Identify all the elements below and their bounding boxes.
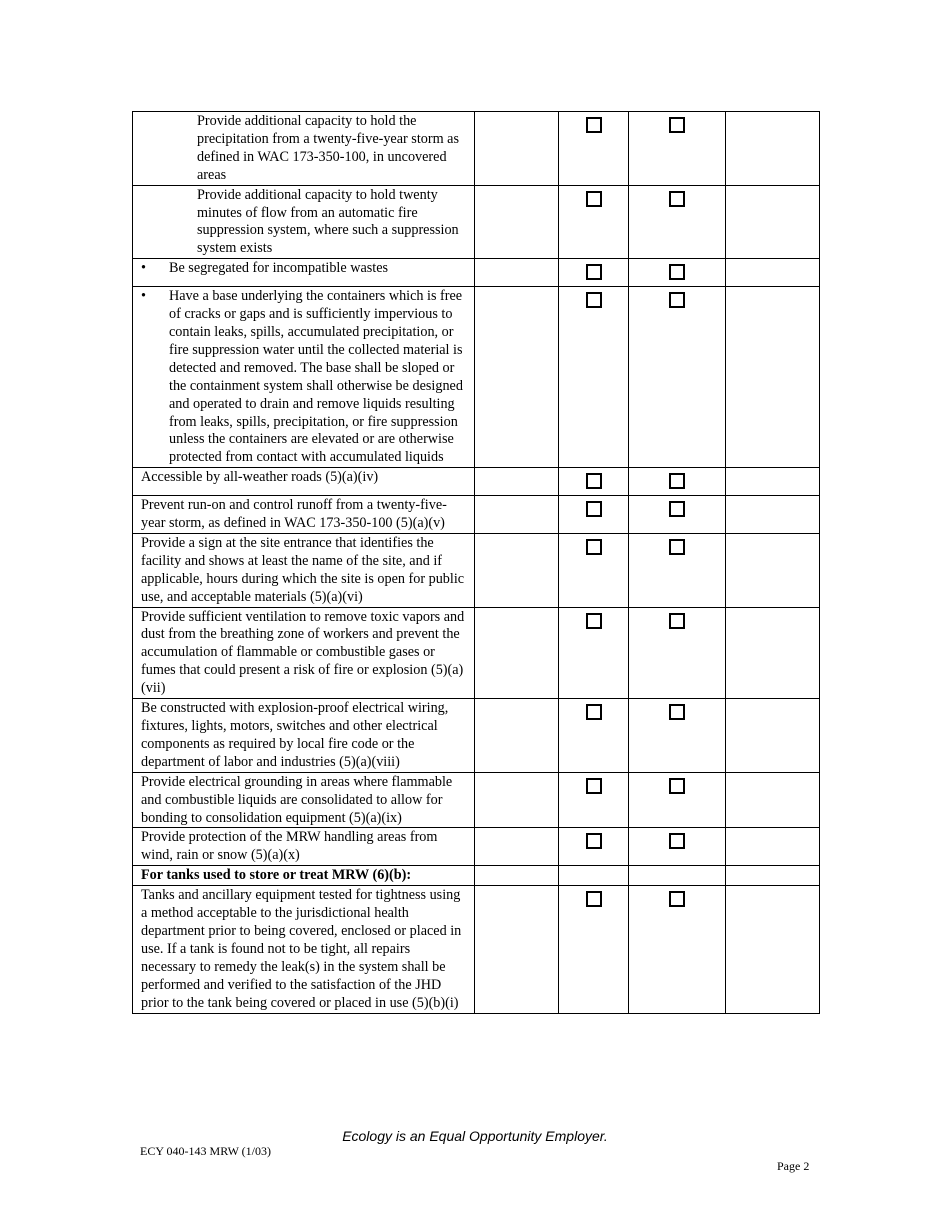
checkbox-cell-no — [629, 533, 726, 607]
checkbox-cell-yes — [559, 533, 629, 607]
comments-cell[interactable] — [726, 185, 820, 259]
comments-cell[interactable] — [726, 533, 820, 607]
blank-cell — [475, 259, 559, 287]
requirement-row — [133, 468, 820, 496]
requirement-row — [133, 112, 820, 186]
checkbox-no[interactable] — [669, 891, 685, 907]
requirement-row — [133, 828, 820, 866]
blank-cell — [475, 287, 559, 468]
requirement-cell — [133, 607, 475, 699]
checkbox-no[interactable] — [669, 704, 685, 720]
requirement-cell — [133, 468, 475, 496]
requirement-text: Provide protection of the MRW handling areas from wind, rain or snow (5)(a)(x) — [141, 829, 438, 864]
requirement-text-block — [133, 608, 474, 699]
requirement-row — [133, 287, 820, 468]
checkbox-no[interactable] — [669, 539, 685, 555]
checkbox-no[interactable] — [669, 264, 685, 280]
requirement-cell — [133, 496, 475, 534]
checkbox-yes[interactable] — [586, 117, 602, 133]
checkbox-cell-yes — [559, 772, 629, 828]
requirement-row — [133, 607, 820, 699]
checkbox-no[interactable] — [669, 501, 685, 517]
checkbox-cell-no — [629, 112, 726, 186]
requirement-text: Provide a sign at the site entrance that identifies the facility and shows at least the name of the site, and if applicable, hours during which the site is open for public use, and acceptable materials (5)(a)(vi) — [141, 534, 465, 605]
requirement-row — [133, 185, 820, 259]
checkbox-cell-yes — [559, 287, 629, 468]
requirement-cell — [133, 866, 475, 886]
checkbox-no[interactable] — [669, 613, 685, 629]
requirement-text: For tanks used to store or treat MRW (6)(b): — [141, 867, 412, 884]
requirement-row — [133, 699, 820, 773]
requirement-text-block — [133, 496, 474, 533]
section-heading-row — [133, 866, 820, 886]
checkbox-yes[interactable] — [586, 539, 602, 555]
blank-cell — [475, 112, 559, 186]
checkbox-yes[interactable] — [586, 891, 602, 907]
requirement-text: Provide additional capacity to hold the precipitation from a twenty-five-year storm as defined in WAC 173-350-100, in uncovered areas — [197, 113, 459, 183]
checkbox-yes[interactable] — [586, 191, 602, 207]
requirement-text: Be segregated for incompatible wastes — [169, 260, 389, 277]
checkbox-no[interactable] — [669, 292, 685, 308]
requirement-cell — [133, 828, 475, 866]
requirement-cell — [133, 886, 475, 1013]
blank-cell — [475, 468, 559, 496]
checkbox-cell-no — [629, 259, 726, 287]
page-number: Page 2 — [777, 1159, 810, 1173]
blank-cell — [475, 185, 559, 259]
comments-cell[interactable] — [726, 772, 820, 828]
checkbox-cell-no — [629, 772, 726, 828]
checkbox-cell-no — [629, 496, 726, 534]
requirement-row — [133, 533, 820, 607]
blank-cell — [475, 533, 559, 607]
requirement-cell — [133, 185, 475, 259]
checkbox-no[interactable] — [669, 191, 685, 207]
requirement-text-block — [133, 112, 474, 185]
checkbox-cell-no — [629, 607, 726, 699]
checkbox-no[interactable] — [669, 473, 685, 489]
comments-cell[interactable] — [726, 259, 820, 287]
requirement-text: Provide additional capacity to hold twenty minutes of flow from an automatic fire suppression system, where such a suppression system exists — [197, 186, 459, 257]
checkbox-cell-no — [629, 699, 726, 773]
requirement-text: Tanks and ancillary equipment tested for tightness using a method acceptable to the jurisdictional health department prior to being covered, enclosed or placed in use. If a tank is found not to be tight, all repairs necessary to remedy the leak(s) in the system shall be performed and verified to the satisfaction of the JHD prior to the tank being covered or placed in use (5)(b)(i) — [141, 887, 462, 1011]
comments-cell[interactable] — [726, 496, 820, 534]
checkbox-cell-yes — [559, 886, 629, 1013]
checkbox-yes[interactable] — [586, 778, 602, 794]
checkbox-yes[interactable] — [586, 704, 602, 720]
bullet-icon: • — [141, 260, 146, 277]
requirement-cell — [133, 699, 475, 773]
checkbox-cell-yes — [559, 468, 629, 496]
checkbox-cell-yes — [559, 112, 629, 186]
blank-cell — [475, 866, 559, 886]
requirement-cell — [133, 112, 475, 186]
checkbox-cell-yes — [559, 496, 629, 534]
comments-cell[interactable] — [726, 699, 820, 773]
comments-cell[interactable] — [726, 866, 820, 886]
checkbox-no[interactable] — [669, 778, 685, 794]
checkbox-cell-yes — [559, 607, 629, 699]
checkbox-cell-no — [629, 828, 726, 866]
requirement-text-block — [133, 186, 474, 259]
checkbox-no[interactable] — [669, 117, 685, 133]
requirement-text: Accessible by all-weather roads (5)(a)(iv) — [141, 469, 379, 486]
comments-cell[interactable] — [726, 607, 820, 699]
requirements-table — [132, 111, 820, 1014]
comments-cell[interactable] — [726, 828, 820, 866]
requirement-text: Provide electrical grounding in areas where flammable and combustible liquids are consolidated to allow for bonding to consolidation equipment (5)(a)(ix) — [141, 773, 453, 826]
checkbox-yes[interactable] — [586, 264, 602, 280]
equal-opportunity-note: Ecology is an Equal Opportunity Employer. — [342, 1128, 608, 1144]
checkbox-cell-no — [629, 886, 726, 1013]
blank-cell — [475, 772, 559, 828]
requirement-text: Prevent run-on and control runoff from a twenty-five-year storm, as defined in WAC 173-350-100 (5)(a)(v) — [141, 497, 447, 532]
blank-cell — [475, 607, 559, 699]
blank-cell — [475, 886, 559, 1013]
requirement-text-block — [133, 534, 474, 607]
form-id: ECY 040-143 MRW (1/03) — [140, 1144, 271, 1158]
checkbox-yes[interactable] — [586, 501, 602, 517]
requirement-text-block — [133, 468, 474, 487]
checkbox-cell-yes — [559, 828, 629, 866]
bullet-icon: • — [141, 288, 146, 305]
checkbox-yes[interactable] — [586, 473, 602, 489]
requirement-text: Have a base underlying the containers which is free of cracks or gaps and is sufficiently impervious to contain leaks, spills, accumulated precipitation, or fire suppression water until the collected material is detected and removed. The base shall be sloped or the containment system shall otherwise be designed and operated to drain and remove liquids resulting from leaks, spills, precipitation, or fire suppression unless the containers are elevated or are otherwise protected from contact with accumulated liquids — [169, 288, 463, 466]
requirement-text-block — [133, 886, 474, 1012]
requirement-text-block — [133, 259, 474, 278]
comments-cell[interactable] — [726, 468, 820, 496]
requirement-row — [133, 772, 820, 828]
requirement-row — [133, 496, 820, 534]
checkbox-yes[interactable] — [586, 613, 602, 629]
requirement-cell — [133, 259, 475, 287]
requirement-text-block — [133, 773, 474, 828]
requirement-cell — [133, 533, 475, 607]
checkbox-cell-no — [629, 468, 726, 496]
comments-cell[interactable] — [726, 112, 820, 186]
checkbox-yes[interactable] — [586, 292, 602, 308]
checkbox-cell-no — [629, 287, 726, 468]
checkbox-cell-no — [629, 185, 726, 259]
comments-cell[interactable] — [726, 287, 820, 468]
requirement-text-block — [133, 828, 474, 865]
blank-cell — [475, 699, 559, 773]
checkbox-cell-yes — [559, 699, 629, 773]
requirement-row — [133, 886, 820, 1013]
comments-cell[interactable] — [726, 886, 820, 1013]
checkbox-cell-yes — [559, 259, 629, 287]
checkbox-cell-no — [629, 866, 726, 886]
requirement-text: Be constructed with explosion-proof electrical wiring, fixtures, lights, motors, switches and other electrical components as required by local fire code or the department of labor and industries (5)(a)(viii) — [141, 700, 449, 770]
requirement-text-block — [133, 699, 474, 772]
requirement-cell — [133, 287, 475, 468]
checkbox-no[interactable] — [669, 833, 685, 849]
section-heading — [133, 866, 474, 885]
requirement-text: Provide sufficient ventilation to remove toxic vapors and dust from the breathing zone of workers and prevent the accumulation of flammable or combustible gases or fumes that could present a risk of fire or explosion (5)(a)(vii) — [141, 608, 465, 697]
blank-cell — [475, 496, 559, 534]
blank-cell — [475, 828, 559, 866]
requirements-table-body — [133, 112, 820, 1014]
requirement-text-block — [133, 287, 474, 467]
checkbox-yes[interactable] — [586, 833, 602, 849]
checkbox-cell-yes — [559, 185, 629, 259]
requirement-cell — [133, 772, 475, 828]
checkbox-cell-yes — [559, 866, 629, 886]
requirement-row — [133, 259, 820, 287]
